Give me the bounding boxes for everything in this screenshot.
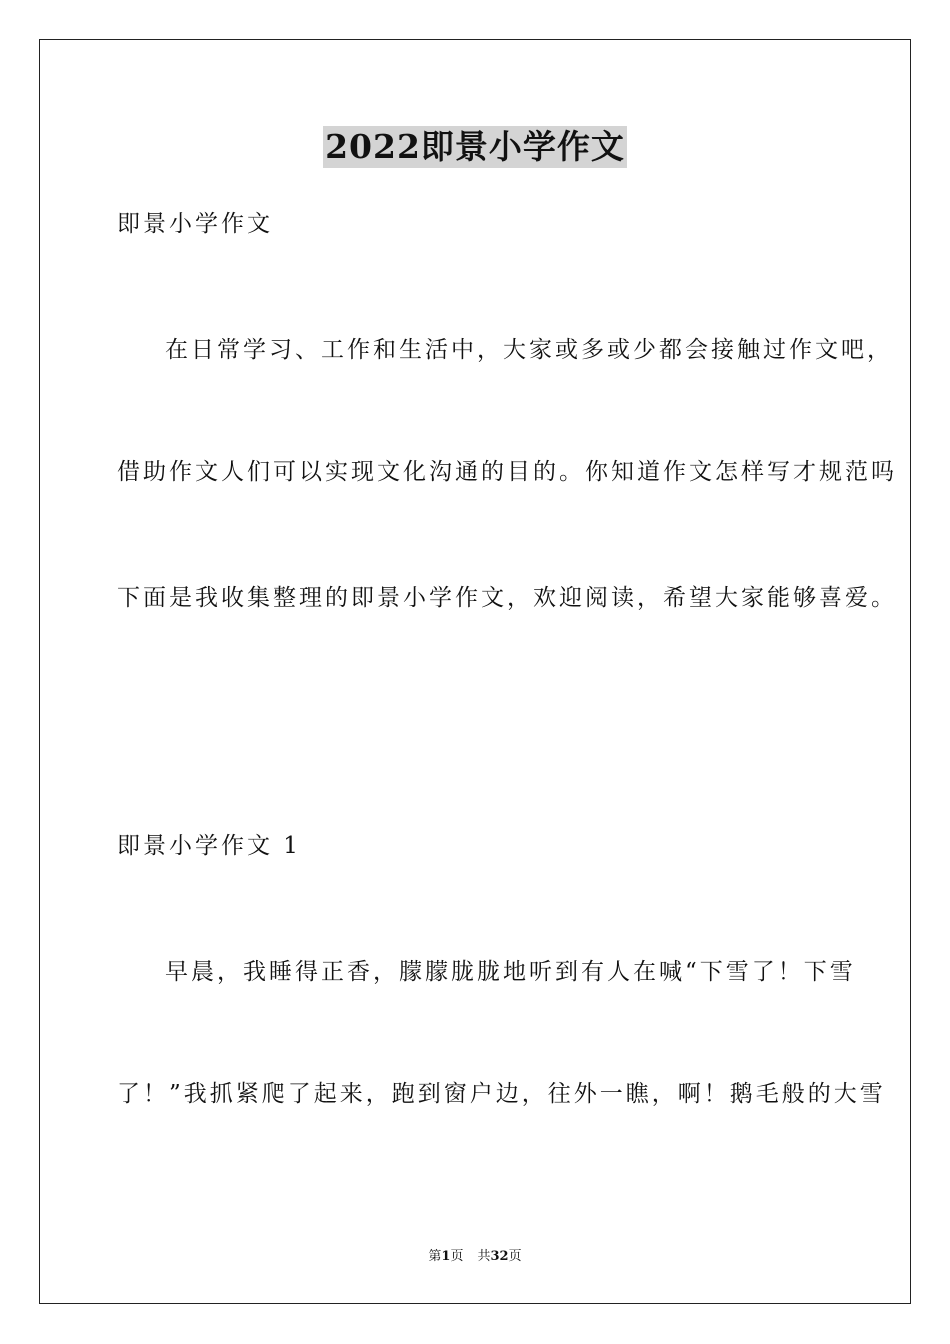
essay-line-2: 了！”我抓紧爬了起来，跑到窗户边，往外一瞧，啊！鹅毛般的大雪 xyxy=(117,1081,886,1107)
footer-total-suffix: 页 xyxy=(508,1249,522,1264)
paragraph-line-3: 下面是我收集整理的即景小学作文，欢迎阅读，希望大家能够喜爱。 xyxy=(117,585,897,611)
document-title xyxy=(0,126,950,168)
footer-total-pages: 32 xyxy=(490,1249,509,1264)
footer-page-prefix: 第 xyxy=(428,1249,442,1264)
footer-page-suffix: 页 xyxy=(450,1249,464,1264)
subtitle-line: 即景小学作文 xyxy=(117,211,273,237)
essay-line-1: 早晨，我睡得正香，朦朦胧胧地听到有人在喊“下雪了！下雪 xyxy=(165,959,856,985)
document-title-text: 2022即景小学作文 xyxy=(325,127,625,166)
section-heading-1: 即景小学作文 1 xyxy=(117,833,301,859)
footer-page-number: 1 xyxy=(441,1249,451,1264)
paragraph-line-2: 借助作文人们可以实现文化沟通的目的。你知道作文怎样写才规范吗 xyxy=(117,459,897,485)
footer-total-prefix: 共 xyxy=(477,1249,491,1264)
page-footer xyxy=(0,1248,950,1266)
paragraph-line-1: 在日常学习、工作和生活中，大家或多或少都会接触过作文吧， xyxy=(165,337,893,363)
